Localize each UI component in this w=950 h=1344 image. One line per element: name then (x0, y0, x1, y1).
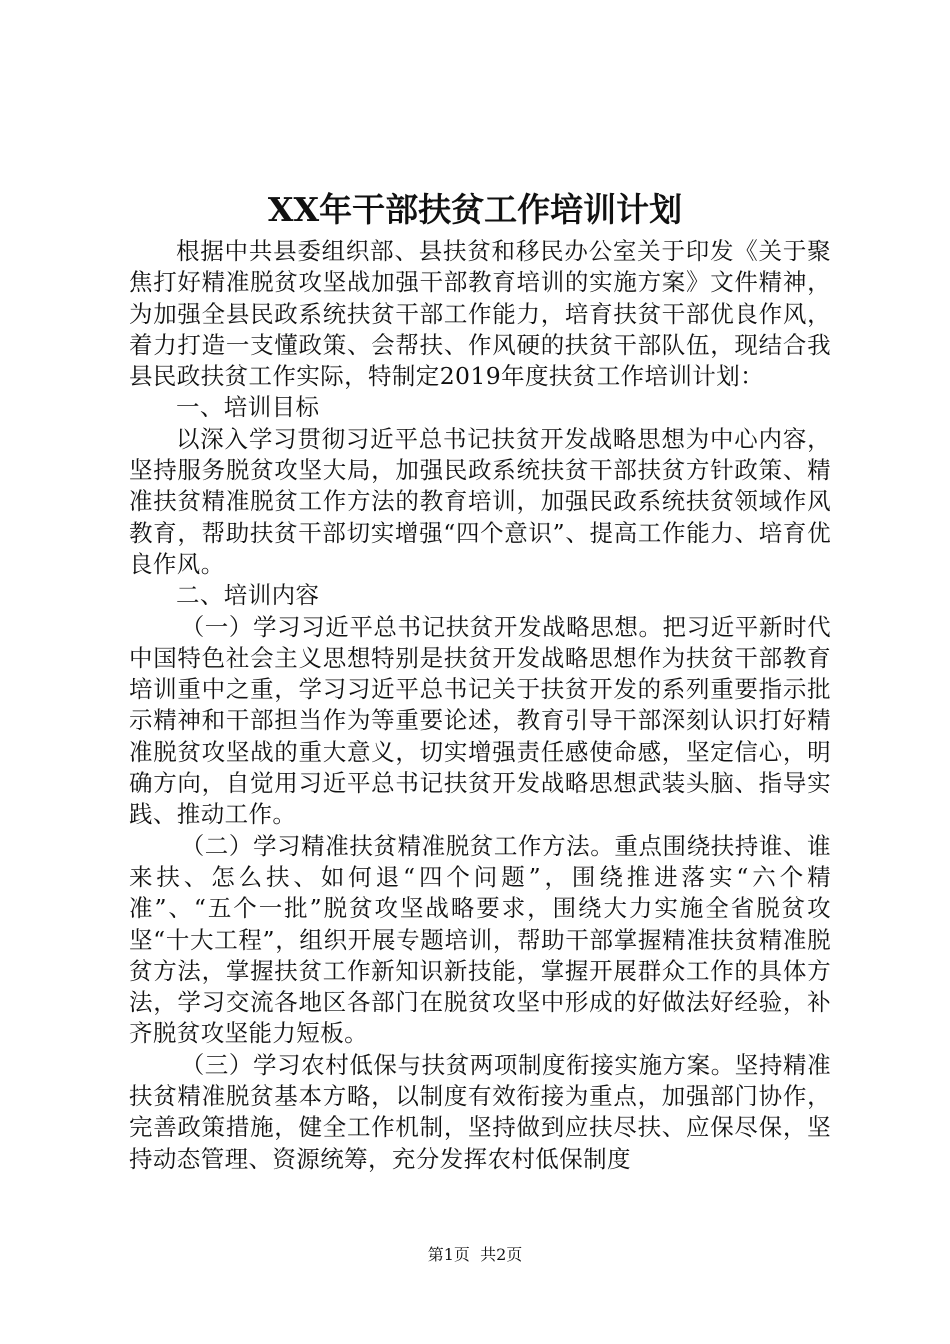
document-title: XX年干部扶贫工作培训计划 (267, 190, 683, 229)
section-heading-goals: 一、培训目标 (176, 393, 320, 422)
content-item-2: （二）学习精准扶贫精准脱贫工作方法。重点围绕扶持谁、谁来扶、怎么扶、如何退“四个问题”，围绕推进落实“六个精准”、“五个一批”脱贫攻坚战略要求，围绕大力实施全省脱贫攻坚“十大工程”，组织开展专题培训，帮助干部掌握精准扶贫精准脱贫方法，掌握扶贫工作新知识新技能，掌握开展群众工作的具体方法，学习交流各地区各部门在脱贫攻坚中形成的好做法好经验，补齐脱贫攻坚能力短板。 (129, 831, 831, 1048)
content-item-1: （一）学习习近平总书记扶贫开发战略思想。把习近平新时代中国特色社会主义思想特别是扶贫开发战略思想作为扶贫干部教育培训重中之重，学习习近平总书记关于扶贫开发的系列重要指示批示精神和干部担当作为等重要论述，教育引导干部深刻认识打好精准脱贫攻坚战的重大意义，切实增强责任感使命感，坚定信心，明确方向，自觉用习近平总书记扶贫开发战略思想武装头脑、指导实践、推动工作。 (129, 612, 831, 829)
page-footer (0, 1244, 950, 1266)
goals-paragraph: 以深入学习贯彻习近平总书记扶贫开发战略思想为中心内容，坚持服务脱贫攻坚大局，加强民政系统扶贫干部扶贫方针政策、精准扶贫精准脱贫工作方法的教育培训，加强民政系统扶贫领域作风教育，帮助扶贫干部切实增强“四个意识”、提高工作能力、培育优良作风。 (129, 424, 831, 578)
section-heading-content: 二、培训内容 (176, 581, 320, 610)
page-number-label: 第1页 共2页 (427, 1245, 523, 1264)
intro-paragraph: 根据中共县委组织部、县扶贫和移民办公室关于印发《关于聚焦打好精准脱贫攻坚战加强干部教育培训的实施方案》文件精神，为加强全县民政系统扶贫干部工作能力，培育扶贫干部优良作风，着力打造一支懂政策、会帮扶、作风硬的扶贫干部队伍，现结合我县民政扶贫工作实际，特制定2019年度扶贫工作培训计划： (129, 237, 831, 391)
content-item-3: （三）学习农村低保与扶贫两项制度衔接实施方案。坚持精准扶贫精准脱贫基本方略，以制度有效衔接为重点，加强部门协作，完善政策措施，健全工作机制，坚持做到应扶尽扶、应保尽保，坚持动态管理、资源统筹，充分发挥农村低保制度 (129, 1050, 831, 1173)
document-body (129, 236, 831, 1175)
